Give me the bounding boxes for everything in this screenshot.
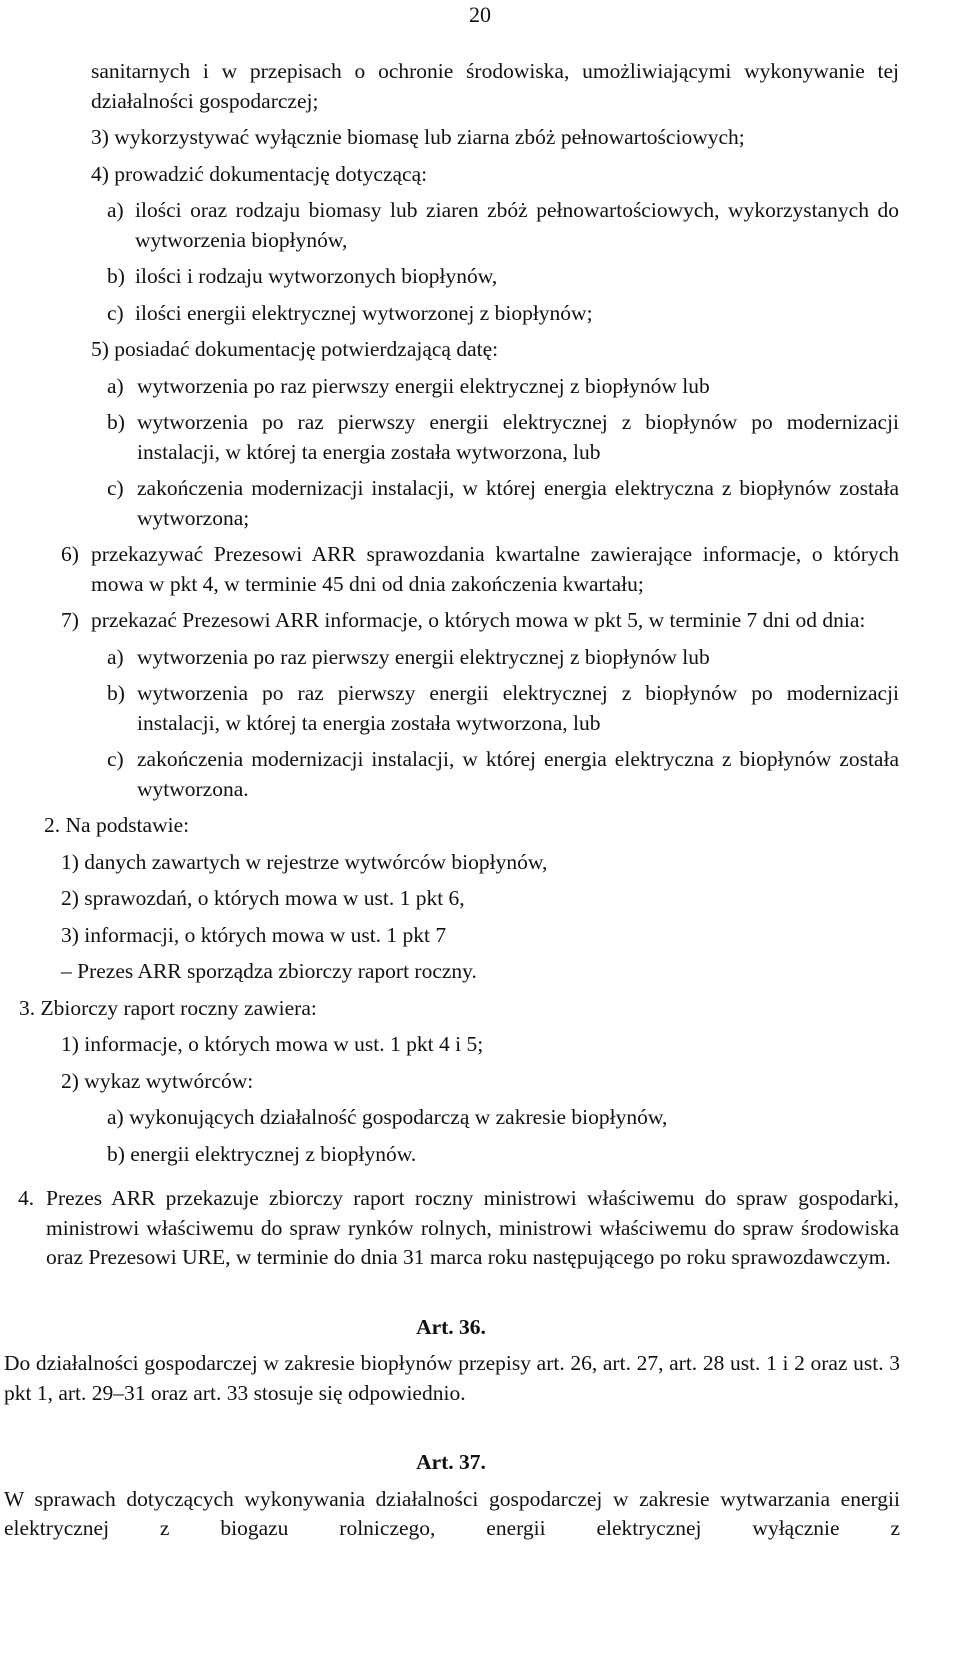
point-7-item-c-label: c) [107,747,124,771]
ust-3-item-1-text: informacje, o których mowa w ust. 1 pkt 4 i 5; [84,1032,484,1056]
ust-4-text: Prezes ARR przekazuje zbiorczy raport roczny ministrowi właściwemu do spraw gospodarki, ministrowi właściwemu do spraw rynków rolnych, ministrowi właściwemu do spraw środowiska oraz Prezesowi URE, w terminie do dnia 31 marca roku następującego po roku sprawozdawczym. [46,1186,899,1269]
point-5 [91,335,899,365]
ust-2-item-2-label: 2) [61,886,79,910]
ust-2-item-2-text: sprawozdań, o których mowa w ust. 1 pkt 6, [84,886,465,910]
ust-3-label: 3. [19,995,36,1020]
art-37-title: Art. 37. [416,1450,486,1474]
ust-3-subitem-b-label: b) [107,1141,125,1166]
point-7-item-a-text: wytworzenia po raz pierwszy energii elektrycznej z biopłynów lub [137,644,710,669]
ust-3-subitem-b-text: energii elektrycznej z biopłynów. [130,1141,417,1166]
point-4-item-c [107,299,899,329]
ust-4 [18,1184,899,1273]
ust-2-closing: – Prezes ARR sporządza zbiorczy raport roczny. [61,959,477,983]
ust-2-label: 2. [44,813,61,837]
point-7-item-c [107,745,899,804]
point-5-item-c-text: zakończenia modernizacji instalacji, w której energia elektryczna z biopłynów została wytworzona; [137,476,899,530]
ust-3-text: Zbiorczy raport roczny zawiera: [40,995,317,1020]
ust-3-item-1-label: 1) [61,1032,79,1056]
ust-2-text: Na podstawie: [65,813,190,837]
point-4-item-a-text: ilości oraz rodzaju biomasy lub ziaren zbóż pełnowartościowych, wykorzystanych do wytworzenia biopłynów, [135,198,899,252]
point-4-label: 4) [91,161,109,186]
ust-3-subitem-a-label: a) [107,1105,124,1129]
point-6-text: przekazywać Prezesowi ARR sprawozdania kwartalne zawierające informacje, o których mowa w pkt 4, w terminie 45 dni od dnia zakończenia kwartału; [91,542,899,596]
art-36-text: Do działalności gospodarczej w zakresie biopłynów przepisy art. 26, art. 27, art. 28 ust. 1 i 2 oraz ust. 3 pkt 1, art. 29–31 oraz art. 33 stosuje się odpowiednio. [4,1351,900,1405]
point-7-item-a [107,643,899,673]
point-7-item-b-label: b) [107,681,125,705]
ust-2-item-2 [61,884,899,914]
ust-3-subitem-a [107,1103,899,1133]
point-5-item-a [107,372,899,402]
point-2-continuation: sanitarnych i w przepisach o ochronie środowiska, umożliwiającymi wykonywanie tej działalności gospodarczej; [91,59,899,113]
point-4-item-c-label: c) [107,300,124,325]
point-4-item-c-text: ilości energii elektrycznej wytworzonej z biopłynów; [135,300,593,325]
page-number: 20 [469,2,491,27]
ust-4-label: 4. [18,1186,35,1210]
ust-3-item-1 [61,1030,899,1060]
point-5-label: 5) [91,337,109,361]
point-7-text: przekazać Prezesowi ARR informacje, o których mowa w pkt 5, w terminie 7 dni od dnia: [91,608,866,632]
document-body [0,57,960,1544]
point-4-item-b-label: b) [107,264,125,288]
point-5-item-a-text: wytworzenia po raz pierwszy energii elektrycznej z biopłynów lub [137,373,710,398]
ust-3-item-2-label: 2) [61,1068,79,1093]
ust-3-item-2 [61,1067,899,1097]
ust-2-item-3-label: 3) [61,922,79,947]
point-5-item-c-label: c) [107,476,124,500]
point-7 [61,606,899,636]
art-37-text: W sprawach dotyczących wykonywania działalności gospodarczej w zakresie wytwarzania energii elektrycznej z biogazu rolniczego, energii elektrycznej wyłącznie z [4,1486,900,1540]
point-6 [61,540,899,599]
point-6-label: 6) [61,542,79,566]
point-5-item-b-text: wytworzenia po raz pierwszy energii elektrycznej z biopłynów po modernizacji instalacji, w której ta energia została wytworzona, lub [137,410,899,464]
point-5-item-a-label: a) [107,373,124,398]
point-3-label: 3) [91,125,109,149]
art-36-title: Art. 36. [416,1314,486,1339]
point-5-text: posiadać dokumentację potwierdzającą datę: [114,337,499,361]
point-4-item-a [107,196,899,255]
point-5-item-b [107,408,899,467]
point-7-item-a-label: a) [107,644,124,669]
point-7-item-b [107,679,899,738]
ust-2 [44,811,899,841]
ust-3-subitem-a-text: wykonujących działalność gospodarczą w zakresie biopłynów, [129,1105,668,1129]
point-4-text: prowadzić dokumentację dotyczącą: [114,161,428,186]
ust-2-item-1-label: 1) [61,849,79,874]
point-5-item-c [107,474,899,533]
ust-2-item-3 [61,921,899,951]
point-4-item-b-text: ilości i rodzaju wytworzonych biopłynów, [135,264,498,288]
ust-2-item-1-text: danych zawartych w rejestrze wytwórców biopłynów, [84,849,548,874]
point-4 [91,160,899,190]
point-7-label: 7) [61,608,79,632]
point-3-text: wykorzystywać wyłącznie biomasę lub ziarna zbóż pełnowartościowych; [114,125,745,149]
point-7-item-c-text: zakończenia modernizacji instalacji, w której energia elektryczna z biopłynów została wytworzona. [137,747,899,801]
ust-2-item-1 [61,848,899,878]
ust-3-subitem-b [107,1140,899,1170]
point-4-item-a-label: a) [107,198,124,222]
point-7-item-b-text: wytworzenia po raz pierwszy energii elektrycznej z biopłynów po modernizacji instalacji, w której ta energia została wytworzona, lub [137,681,899,735]
point-5-item-b-label: b) [107,410,125,434]
ust-3-item-2-text: wykaz wytwórców: [84,1068,254,1093]
ust-2-item-3-text: informacji, o których mowa w ust. 1 pkt 7 [84,922,447,947]
ust-3 [19,994,899,1024]
point-3 [91,123,899,153]
point-4-item-b [107,262,899,292]
